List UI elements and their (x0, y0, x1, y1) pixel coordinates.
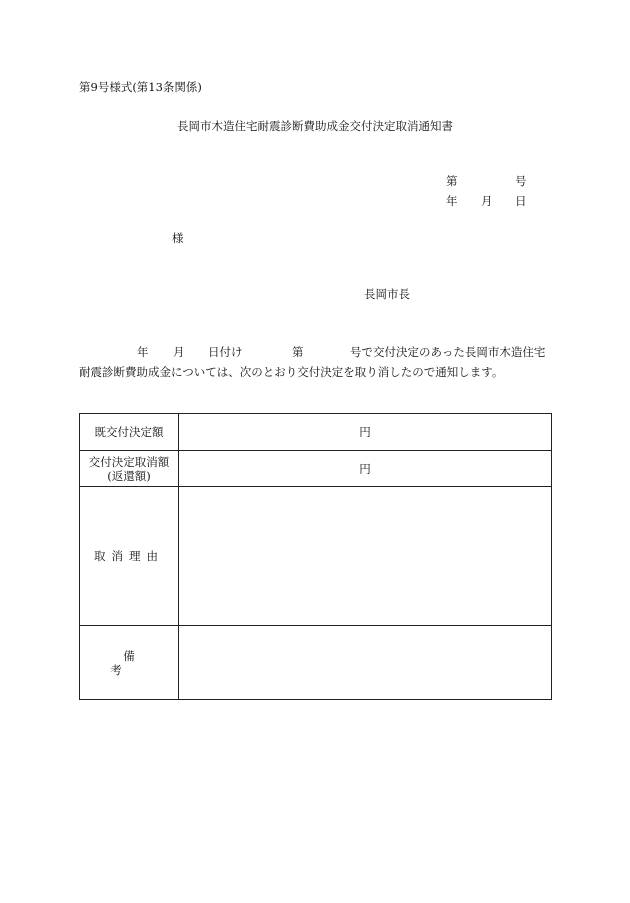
form-number: 第9号様式(第13条関係) (79, 80, 202, 94)
reason-field[interactable] (179, 487, 552, 626)
remarks-field[interactable] (179, 626, 552, 700)
table-row-remarks (80, 626, 552, 700)
granted-amount-field[interactable]: 円 (179, 414, 552, 451)
addressee-honorific: 様 (172, 231, 184, 245)
body-line-1-rest: 号で交付決定のあった長岡市木造住宅 (350, 345, 546, 359)
cancelled-amount-field[interactable]: 円 (179, 451, 552, 487)
table-row-granted-amount (80, 414, 552, 451)
body-line-2 (79, 362, 554, 382)
body-year: 年 (137, 345, 149, 359)
body-number-prefix: 第 (292, 345, 304, 359)
body-day: 日付け (208, 345, 243, 359)
body-line-1 (79, 342, 554, 362)
body-text (79, 342, 554, 382)
body-line-2-text: 耐震診断費助成金については、次のとおり交付決定を取り消したので通知します。 (79, 365, 504, 379)
granted-amount-label: 既交付決定額 (80, 414, 179, 451)
doc-number-suffix: 号 (515, 174, 527, 188)
remarks-label: 備考 (110, 648, 161, 677)
cancelled-amount-label-line2: (返還額) (107, 468, 151, 483)
doc-number-prefix: 第 (446, 174, 458, 188)
date-year: 年 (446, 194, 458, 208)
reason-label: 取消理由 (94, 549, 164, 563)
cancellation-table (79, 413, 552, 700)
date-day: 日 (515, 194, 527, 208)
body-month: 月 (173, 345, 185, 359)
date-month: 月 (481, 194, 493, 208)
document-title: 長岡市木造住宅耐震診断費助成金交付決定取消通知書 (177, 119, 453, 133)
cancelled-amount-label (80, 451, 179, 487)
cancelled-amount-label-line1: 交付決定取消額 (88, 454, 170, 469)
table-row-reason (80, 487, 552, 626)
issuer-name: 長岡市長 (364, 287, 410, 301)
table-row-cancelled-amount (80, 451, 552, 487)
